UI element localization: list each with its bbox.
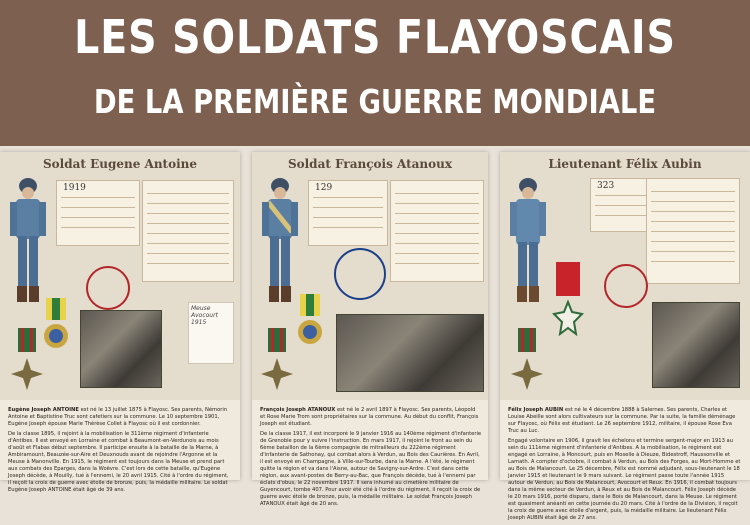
legion-honneur-medal-icon	[552, 262, 584, 352]
soldier-panel-antoine	[0, 152, 240, 493]
military-record-card	[142, 180, 234, 282]
military-medal-icon	[294, 294, 326, 358]
page-subtitle: DE LA PREMIÈRE GUERRE MONDIALE	[93, 82, 657, 121]
biography-text: Eugène Joseph ANTOINE est né le 13 juillet 1875 à Flayosc. Ses parents, Némorin Antoine et Baptistine Truc sont cafetiers sur la commune. Le 10 septembre 1901, Eugène Joseph épouse Marie Thérèse Collet à Flayosc où il est cordonnier. De la classe 1895, il rejoint à la mobilisation le 311ème régiment d'infanterie d'Antibes. Il est envoyé en Lorraine et combat à Beaumont-en-Verdunois au mois d'août et Flabas début septembre. Il participe ensuite à la bataille de la Marne, à Ambiramount, Beauzée-sur-Aire et Deuxnouds avant de rejoindre l'Argonne et la Meuse à Manonville. En 1915, le régiment est toujours dans la Meuse et prend part aux combats des Eparges, dans la Woëvre. C'est lors de cette bataille, qu'Eugène Joseph décède, à Mouilly, tué à l'ennemi, le 20 avril 1915. Cité à l'ordre du régiment, il reçoit la croix de guerre avec étoile de bronze, puis, la médaille militaire. Le soldat Eugène Joseph ANTOINE était âgé de 39 ans.	[8, 407, 229, 493]
biography-text: François Joseph ATANOUX est né le 2 avril 1897 à Flayosc. Ses parents, Léopold et Rose Marie Trom sont propriétaires sur la commune. Au début du conflit, François Joseph est étudiant. De la classe 1917, il est incorporé le 9 janvier 1916 au 140ème régiment d'infanterie de Grenoble pour y suivre l'instruction. En mars 1917, il rejoint le front au sein du 6ème bataillon de la 6ème compagnie de mitrailleurs du 222ème régiment d'infanterie de Sathonay, qui combat alors à Verdun, au Bois des Caurières. En Avril, il est envoyé en Champagne, à Ville-sur-Tourbe, dans la Marne. A l'été, le régiment quitte la région et va dans l'Aisne, autour de Savigny-sur-Ardre. C'est dans cette région, aux avant-postes de Berry-au-Bac, que François décède, tué à l'ennemi par éclats d'obus, le 22 novembre 1917. Il sera inhumé au cimetière militaire de Guyencourt, tombe 407. Pour avoir été cité à l'ordre du régiment, il reçoit la croix de guerre avec étoile de bronze, puis, la médaille militaire. Le soldat François Joseph ATANOUX était âgé de 20 ans.	[260, 407, 482, 507]
page-title: LES SOLDATS FLAYOSCAIS	[74, 10, 676, 64]
commune-stamp-icon	[334, 248, 386, 300]
soldier-figure-image	[6, 176, 50, 314]
regiment-stamp-icon	[86, 266, 130, 310]
card-number: 129	[315, 183, 333, 193]
military-medal-icon	[40, 298, 72, 362]
registration-card	[308, 180, 388, 246]
military-record-card	[390, 180, 484, 282]
officer-figure-image	[506, 176, 550, 314]
croix-de-guerre-icon	[260, 328, 294, 398]
registration-card	[56, 180, 140, 246]
croix-de-guerre-icon	[10, 328, 44, 398]
military-record-card	[646, 178, 740, 284]
battlefield-photo	[80, 310, 162, 388]
card-number: 323	[597, 181, 615, 191]
title-banner	[0, 0, 750, 146]
soldier-panel-aubin	[500, 152, 750, 521]
battlefield-photo	[336, 314, 484, 392]
panel-title: Soldat Eugene Antoine	[42, 157, 198, 171]
panel-title: Soldat François Atanoux	[287, 157, 453, 171]
biography-text: Félix Joseph AUBIN est né le 4 décembre 1888 à Salernes. Ses parents, Charles et Louise Abeille sont alors cultivateurs sur la commune. Par la suite, la famille déménage sur Flayosc, où Félix est étudiant. Le 26 septembre 1912, militaire, il épouse Rose Eva Truc au Luc. Engagé volontaire en 1906, il gravit les échelons et termine sergent-major en 1913 au sein du 111ème régiment d'infanterie d'Antibes. A la mobilisation, le régiment est engagé en Lorraine, à Moncourt, puis en Moselle à Dieuze, Bidestroff, Haussonville et Lamath. A compter d'octobre, il combat à Verdun, au Bois des Forges, au Mort-Homme et au Bois de Malancourt. Le 25 décembre, Félix est nommé adjudant, sous-lieutenant le 18 janvier 1915 et lieutenant le 9 mars suivant. Le régiment passe toute l'année 1915 autour de Verdun, au Bois de Malancourt, Avocourt et Reux. En 1916, il combat toujours dans la même secteur de Verdun, à Reux et au Bois de Malancourt. Félix Joseph décède le 20 mars 1916, porté disparu, dans le Bois de Malancourt, dans la Meuse. Le régiment est quasiment anéanti en cette journée du 20 mars. Cité à l'ordre de la Division, il reçoit la croix de guerre avec étoile d'argent, puis, la médaille militaire. Le lieutenant Félix Joseph AUBIN était âgé de 27 ans.	[508, 407, 741, 521]
battlefield-photo	[652, 302, 740, 388]
panel-title: Lieutenant Félix Aubin	[548, 157, 702, 171]
soldier-panel-atanoux	[252, 152, 488, 507]
regiment-stamp-icon	[604, 264, 648, 308]
handwritten-note: Meuse Avocourt 1915	[188, 302, 234, 364]
croix-de-guerre-icon	[510, 328, 544, 398]
card-number: 1919	[63, 183, 86, 193]
